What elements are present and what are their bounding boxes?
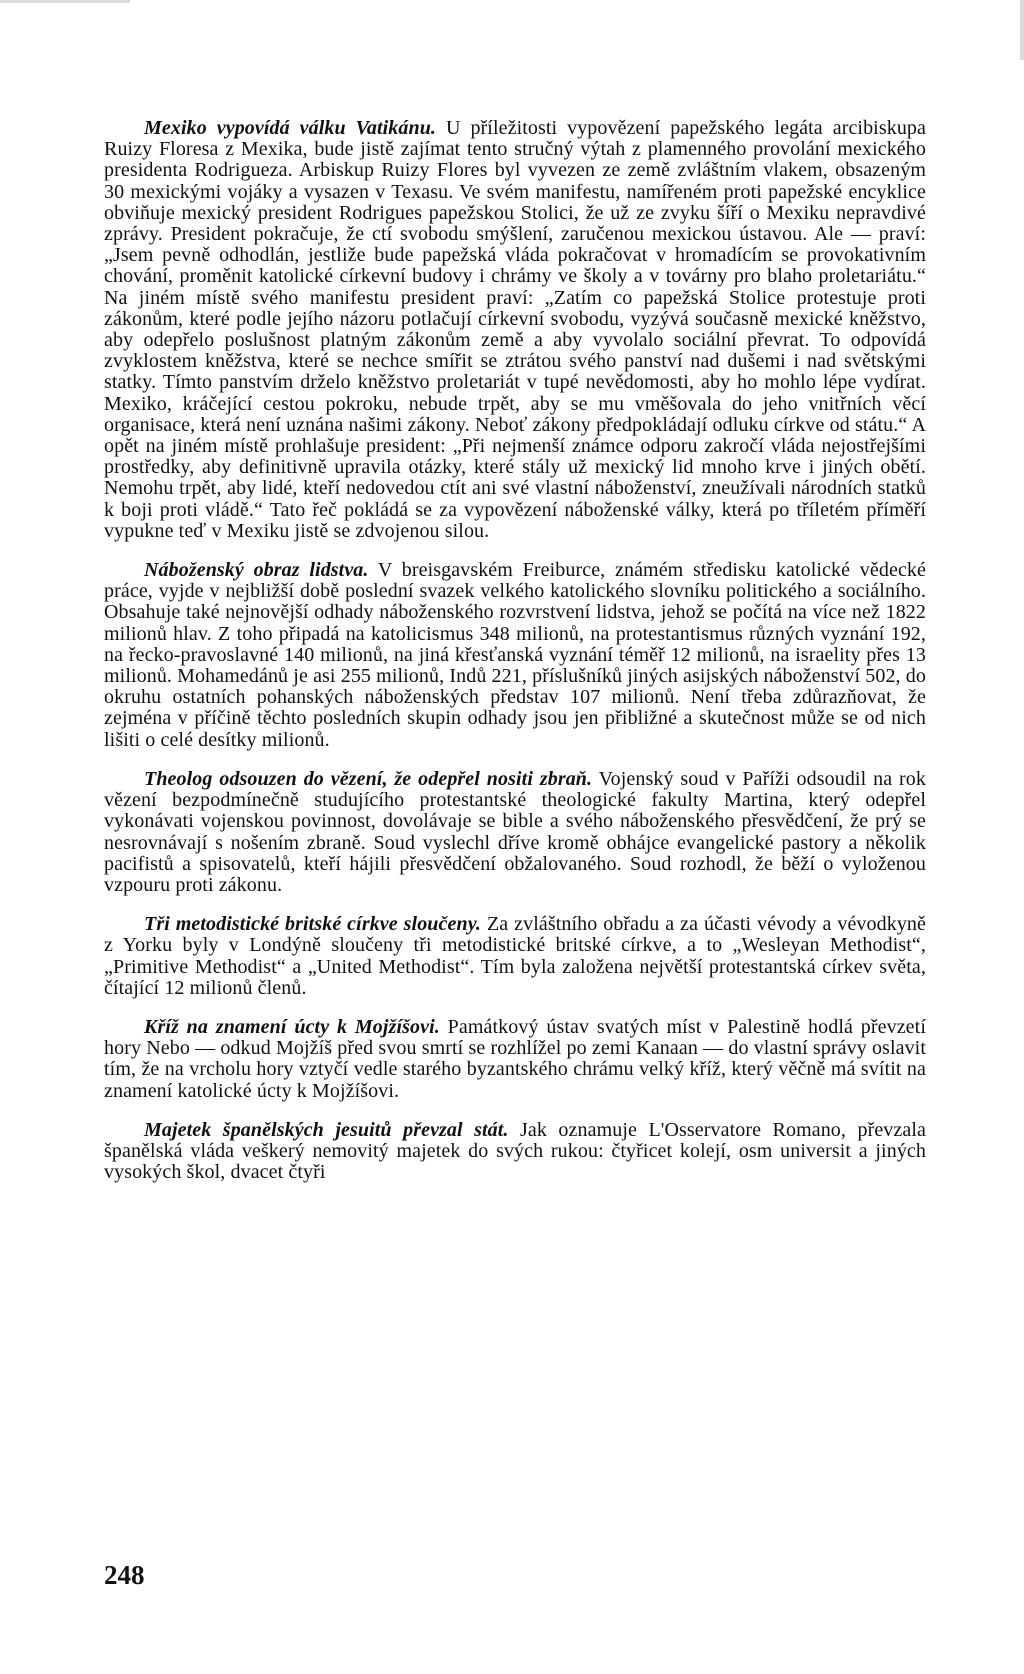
article-body: U příležitosti vypovězení papežského legáta arcibiskupa Ruizy Floresa z Mexika, bude jistě zajímat tento stručný výtah z plamenného provolání mexického presidenta Rodrigueza. Arbiskup Ruizy Flores byl vyvezen ze země zvláštním vlakem, obsazeným 30 mexickými vojáky a vysazen v Texasu. Ve svém manifestu, namířeném proti papežské encyklice obviňuje mexický president Rodrigues papežskou Stolici, že už ze zvyku šíří o Mexiku nepravdivé zprávy. President pokračuje, že ctí svobodu smýšlení, zaručenou mexickou ústavou. Ale — praví: „Jsem pevně odhodlán, jestliže bude papežská vláda pokračovat v hromadícím se provokativním chování, proměnit katolické církevní budovy i chrámy ve školy a v továrny pro blaho proletariátu.“ Na jiném místě svého manifestu president praví: „Zatím co papežská Stolice protestuje proti zákonům, které podle jejího názoru potlačují církevní svobodu, vyzývá současně mexické kněžstvo, aby odepřelo poslušnost platným zákonům země a aby vyvolalo sociální převrat. To odpovídá zvyklostem kněžstva, které se nechce smířit se ztrátou svého panství nad dušemi i nad světskými statky. Tímto panstvím drželo kněžstvo proletariát v tupé nevědomosti, aby ho mohlo lépe vydírat. Mexiko, kráčející cestou pokroku, nebude trpět, aby se mu vměšovala do jeho vnitřních věcí organisace, která není uznána našimi zákony. Neboť zákony předpokládají odluku církve od státu.“ A opět na jiném místě prohlašuje president: „Při nejmenší známce odporu zakročí vláda nejostřejšími prostředky, aby definitivně upravila otázky, které stály už mexický lid mnoho krve i jiných obětí. Nemohu trpět, aby lidé, kteří nedovedou ctít ani své vlastní náboženství, zneužívali národních statků k boji proti vládě.“ Tato řeč pokládá se za vypovězení náboženské války, která po tříletém příměří vypukne teď v Mexiku jistě se zdvojenou silou. [104,117,926,542]
article-title: Náboženský obraz lidstva. [144,559,369,582]
page-number: 248 [104,1560,145,1590]
scan-edge-mark-right [1020,0,1024,60]
article-title: Theolog odsouzen do vězení, že odepřel nositi zbraň. [144,767,593,790]
article-title: Majetek španělských jesuitů převzal stát. [144,1118,509,1141]
scan-edge-mark-top [0,0,130,3]
article-title: Mexiko vypovídá válku Vatikánu. [144,117,437,139]
article-theolog [104,769,926,896]
article-title: Kříž na znamení úcty k Mojžíšovi. [144,1015,440,1038]
article-body: V breisgavském Freiburce, známém středisku katolické vědecké práce, vyjde v nejbližší době poslední svazek velkého katolického slovníku politického a sociálního. Obsahuje také nejnovější odhady náboženského rozvrstvení lidstva, jehož se počítá na více než 1822 milionů hlav. Z toho připadá na katolicismus 348 milionů, na protestantismus různých vyznání 192, na řecko-pravoslavné 140 milionů, na jiná křesťanská vyznání téměř 12 milionů, na israelity přes 13 milionů. Mohamedánů je asi 255 milionů, Indů 221, příslušníků jiných asijských náboženství 502, do okruhu ostatních pohanských náboženských představ 107 milionů. Není třeba zdůrazňovat, že zejména v příčině těchto posledních skupin odhady jsou jen přibližné a skutečnost může se od nich lišiti o celé desítky milionů. [104,559,926,751]
article-kriz [104,1017,926,1102]
document-page [104,118,926,1201]
article-body: Památkový ústav svatých míst v Palestině hodlá převzetí hory Nebo — odkud Mojžíš před svou smrtí se rozhlížel po zemi Kanaan — do vlastní správy oslavit tím, že na vrcholu hory vztyčí vedle starého byzantského chrámu velký kříž, který věčně má svítit na znamení katolické úcty k Mojžíšovi. [104,1015,926,1102]
article-body: Za zvláštního obřadu a za účasti vévody a vévodkyně z Yorku byly v Londýně sloučeny tři metodistické britské církve, a to „Wesleyan Methodist“, „Primitive Methodist“ a „United Methodist“. Tím byla založena největší protestantská církev světa, čítající 12 milionů členů. [104,913,927,999]
article-title: Tři metodistické britské církve sloučeny. [144,913,482,936]
article-body: Vojenský soud v Paříži odsoudil na rok vězení bezpodmínečně studujícího protestantské theologické fakulty Martina, který odepřel vykonávati vojenskou povinnost, dovolávaje se bible a svého náboženského přesvědčení, že prý se nesrovnávají s nošením zbraně. Soud vyslechl dříve kromě obhájce evangelické pastory a několik pacifistů a spisovatelů, kteří hájili přesvědčení obžalovaného. Soud rozhodl, že běží o vyloženou vzpouru proti zákonu. [104,767,926,896]
article-metodisticke-cirkve [104,914,926,999]
article-majetek-jesuitu [104,1120,926,1184]
article-mexiko [104,118,926,542]
article-nabozensky-obraz [104,560,926,751]
article-body: Jak oznamuje L'Osservatore Romano, převzala španělská vláda veškerý nemovitý majetek do svých rukou: čtyřicet kolejí, osm universit a jiných vysokých škol, dvacet čtyři [104,1118,926,1184]
